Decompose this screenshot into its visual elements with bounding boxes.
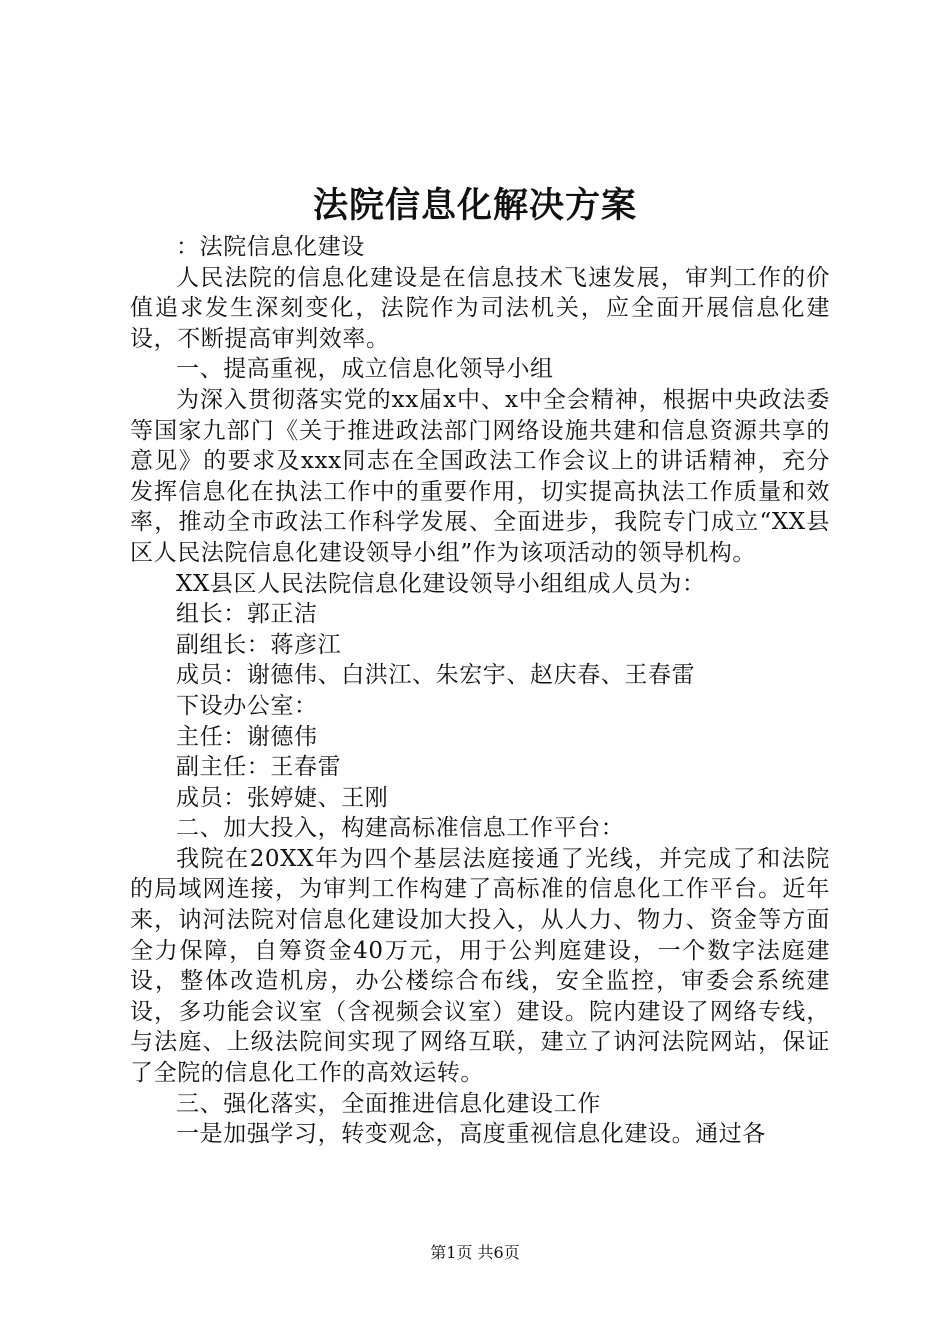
paragraph-section-2: 我院在20XX年为四个基层法庭接通了光线，并完成了和法院的局域网连接，为审判工作构建了高标准的信息化工作平台。近年来，讷河法院对信息化建设加大投入，从人力、物力、资金等方面全力保障，自筹资金40万元，用于公判庭建设，一个数字法庭建设，整体改造机房，办公楼综合布线，安全监控，审委会系统建设，多功能会议室（含视频会议室）建设。院内建设了网络专线，与法庭、上级法院间实现了网络互联，建立了讷河法院网站，保证了全院的信息化工作的高效运转。: [130, 845, 830, 1087]
member-deputy-leader: 副组长：蒋彦江: [176, 631, 342, 658]
office-director: 主任：谢德伟: [176, 723, 318, 750]
office-heading: 下设办公室：: [176, 692, 318, 719]
office-deputy-director: 副主任：王春雷: [176, 754, 342, 781]
member-leader: 组长：郭正洁: [176, 601, 318, 628]
paragraph-section-3: 一是加强学习，转变观念，高度重视信息化建设。通过各: [176, 1121, 766, 1148]
document-body: [130, 232, 830, 1150]
member-list: 成员：谢德伟、白洪江、朱宏宇、赵庆春、王春雷: [176, 662, 696, 689]
section-heading-3: 三、强化落实，全面推进信息化建设工作: [176, 1090, 601, 1117]
section-heading-2: 二、加大投入，构建高标准信息工作平台：: [176, 815, 625, 842]
office-members: 成员：张婷婕、王刚: [176, 784, 389, 811]
document-title: 法院信息化解决方案: [312, 185, 637, 226]
paragraph-subject: ：法院信息化建设: [176, 234, 365, 260]
section-heading-1: 一、提高重视，成立信息化领导小组: [176, 356, 554, 383]
paragraph-members-intro: XX县区人民法院信息化建设领导小组组成人员为：: [176, 570, 706, 597]
page-footer: 第1页 共6页: [430, 1243, 520, 1262]
paragraph-section-1: 为深入贯彻落实党的xx届x中、x中全会精神，根据中央政法委等国家九部门《关于推进政法部门网络设施共建和信息资源共享的意见》的要求及xxx同志在全国政法工作会议上的讲话精神，充分发挥信息化在执法工作中的重要作用，切实提高执法工作质量和效率，推动全市政法工作科学发展、全面进步，我院专门成立“XX县区人民法院信息化建设领导小组”作为该项活动的领导机构。: [130, 386, 830, 566]
paragraph-intro: 人民法院的信息化建设是在信息技术飞速发展，审判工作的价值追求发生深刻变化，法院作为司法机关，应全面开展信息化建设，不断提高审判效率。: [130, 264, 830, 352]
